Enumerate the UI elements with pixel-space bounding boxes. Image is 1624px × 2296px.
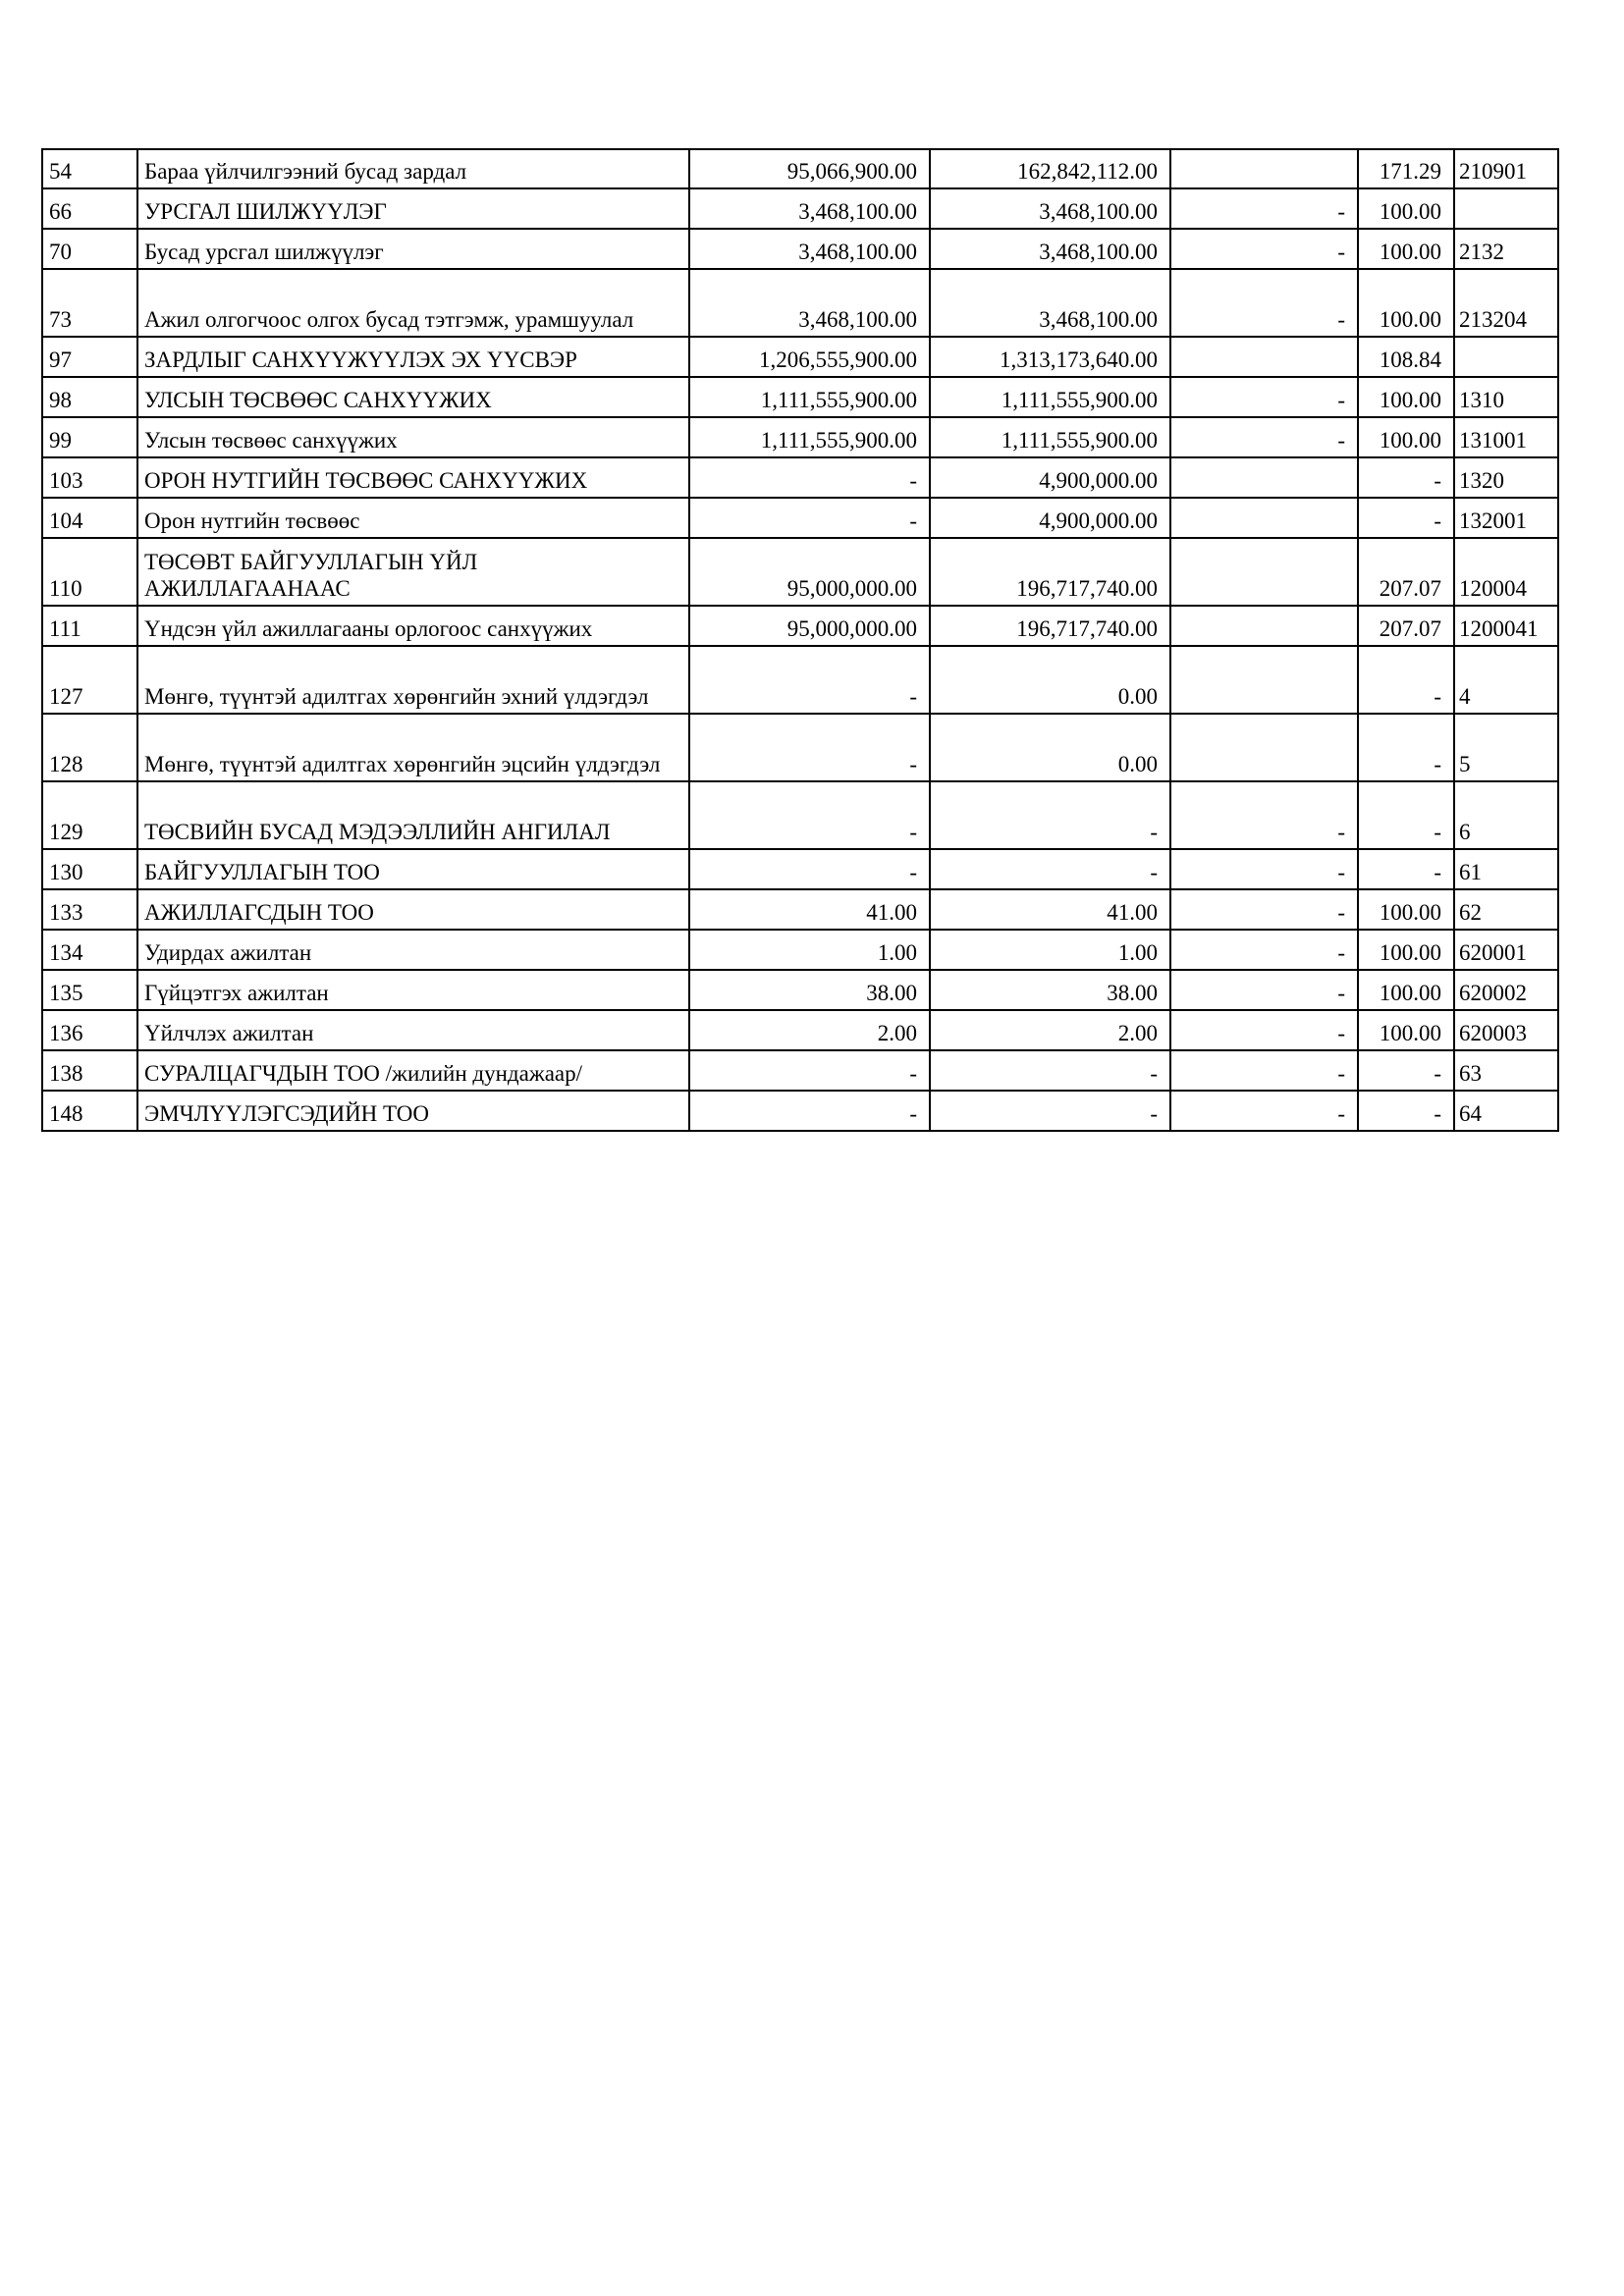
difference-cell: - <box>1170 849 1358 889</box>
table-row <box>42 188 1558 229</box>
actual-amount-cell: 1,111,555,900.00 <box>930 417 1170 457</box>
item-name-cell: ТӨСВИЙН БУСАД МЭДЭЭЛЛИЙН АНГИЛАЛ <box>137 781 689 849</box>
table-row <box>42 781 1558 849</box>
table-row <box>42 606 1558 646</box>
difference-cell <box>1170 646 1358 714</box>
table-row <box>42 889 1558 930</box>
difference-cell: - <box>1170 781 1358 849</box>
item-name-cell: БАЙГУУЛЛАГЫН ТОО <box>137 849 689 889</box>
item-name-cell: Ажил олгогчоос олгох бусад тэтгэмж, урамшуулал <box>137 269 689 337</box>
percent-cell: - <box>1358 1091 1454 1131</box>
row-number-cell: 98 <box>42 377 137 417</box>
table-row <box>42 930 1558 970</box>
actual-amount-cell: 38.00 <box>930 970 1170 1010</box>
percent-cell: 100.00 <box>1358 970 1454 1010</box>
classification-code-cell: 64 <box>1454 1091 1558 1131</box>
item-name-cell: ОРОН НУТГИЙН ТӨСВӨӨС САНХҮҮЖИХ <box>137 457 689 498</box>
classification-code-cell: 1200041 <box>1454 606 1558 646</box>
table-row <box>42 849 1558 889</box>
table-row <box>42 646 1558 714</box>
row-number-cell: 133 <box>42 889 137 930</box>
actual-amount-cell: - <box>930 849 1170 889</box>
actual-amount-cell: 1,111,555,900.00 <box>930 377 1170 417</box>
item-name-cell: Улсын төсвөөс санхүүжих <box>137 417 689 457</box>
row-number-cell: 127 <box>42 646 137 714</box>
classification-code-cell: 63 <box>1454 1050 1558 1091</box>
classification-code-cell: 1320 <box>1454 457 1558 498</box>
percent-cell: - <box>1358 714 1454 781</box>
difference-cell <box>1170 714 1358 781</box>
difference-cell: - <box>1170 970 1358 1010</box>
plan-amount-cell: 1.00 <box>689 930 930 970</box>
classification-code-cell: 620001 <box>1454 930 1558 970</box>
percent-cell: 171.29 <box>1358 149 1454 188</box>
difference-cell <box>1170 498 1358 538</box>
plan-amount-cell: 2.00 <box>689 1010 930 1050</box>
difference-cell: - <box>1170 188 1358 229</box>
percent-cell: 207.07 <box>1358 606 1454 646</box>
table-row <box>42 457 1558 498</box>
table-row <box>42 337 1558 377</box>
classification-code-cell: 2132 <box>1454 229 1558 269</box>
table-row <box>42 1050 1558 1091</box>
table-row <box>42 269 1558 337</box>
row-number-cell: 54 <box>42 149 137 188</box>
item-name-cell: УЛСЫН ТӨСВӨӨС САНХҮҮЖИХ <box>137 377 689 417</box>
actual-amount-cell: 0.00 <box>930 646 1170 714</box>
actual-amount-cell: - <box>930 1091 1170 1131</box>
percent-cell: 100.00 <box>1358 1010 1454 1050</box>
row-number-cell: 99 <box>42 417 137 457</box>
actual-amount-cell: 3,468,100.00 <box>930 229 1170 269</box>
row-number-cell: 129 <box>42 781 137 849</box>
actual-amount-cell: - <box>930 781 1170 849</box>
table-row <box>42 417 1558 457</box>
item-name-cell: ТӨСӨВТ БАЙГУУЛЛАГЫН ҮЙЛ АЖИЛЛАГААНААС <box>137 538 689 606</box>
difference-cell <box>1170 538 1358 606</box>
actual-amount-cell: 196,717,740.00 <box>930 538 1170 606</box>
plan-amount-cell: - <box>689 714 930 781</box>
item-name-cell: УРСГАЛ ШИЛЖҮҮЛЭГ <box>137 188 689 229</box>
item-name-cell: АЖИЛЛАГСДЫН ТОО <box>137 889 689 930</box>
plan-amount-cell: - <box>689 498 930 538</box>
table-row <box>42 1010 1558 1050</box>
row-number-cell: 103 <box>42 457 137 498</box>
row-number-cell: 110 <box>42 538 137 606</box>
percent-cell: - <box>1358 646 1454 714</box>
percent-cell: 108.84 <box>1358 337 1454 377</box>
classification-code-cell: 4 <box>1454 646 1558 714</box>
plan-amount-cell: 1,206,555,900.00 <box>689 337 930 377</box>
difference-cell <box>1170 606 1358 646</box>
row-number-cell: 104 <box>42 498 137 538</box>
percent-cell: - <box>1358 781 1454 849</box>
actual-amount-cell: 4,900,000.00 <box>930 457 1170 498</box>
classification-code-cell: 62 <box>1454 889 1558 930</box>
row-number-cell: 128 <box>42 714 137 781</box>
difference-cell <box>1170 457 1358 498</box>
difference-cell: - <box>1170 229 1358 269</box>
percent-cell: - <box>1358 849 1454 889</box>
actual-amount-cell: - <box>930 1050 1170 1091</box>
table-row <box>42 149 1558 188</box>
table-row <box>42 1091 1558 1131</box>
difference-cell: - <box>1170 1091 1358 1131</box>
classification-code-cell <box>1454 337 1558 377</box>
percent-cell: 100.00 <box>1358 269 1454 337</box>
plan-amount-cell: - <box>689 849 930 889</box>
difference-cell: - <box>1170 377 1358 417</box>
actual-amount-cell: 196,717,740.00 <box>930 606 1170 646</box>
classification-code-cell: 620003 <box>1454 1010 1558 1050</box>
row-number-cell: 136 <box>42 1010 137 1050</box>
percent-cell: - <box>1358 498 1454 538</box>
row-number-cell: 135 <box>42 970 137 1010</box>
row-number-cell: 111 <box>42 606 137 646</box>
row-number-cell: 97 <box>42 337 137 377</box>
row-number-cell: 66 <box>42 188 137 229</box>
classification-code-cell: 131001 <box>1454 417 1558 457</box>
percent-cell: - <box>1358 457 1454 498</box>
difference-cell: - <box>1170 889 1358 930</box>
difference-cell <box>1170 149 1358 188</box>
plan-amount-cell: 1,111,555,900.00 <box>689 417 930 457</box>
percent-cell: 100.00 <box>1358 417 1454 457</box>
row-number-cell: 134 <box>42 930 137 970</box>
item-name-cell: Орон нутгийн төсвөөс <box>137 498 689 538</box>
plan-amount-cell: 95,000,000.00 <box>689 538 930 606</box>
plan-amount-cell: 3,468,100.00 <box>689 229 930 269</box>
budget-table-body <box>42 149 1558 1131</box>
percent-cell: 100.00 <box>1358 229 1454 269</box>
plan-amount-cell: 3,468,100.00 <box>689 188 930 229</box>
row-number-cell: 148 <box>42 1091 137 1131</box>
classification-code-cell: 6 <box>1454 781 1558 849</box>
classification-code-cell: 61 <box>1454 849 1558 889</box>
item-name-cell: Үйлчлэх ажилтан <box>137 1010 689 1050</box>
percent-cell: 100.00 <box>1358 930 1454 970</box>
item-name-cell: Бараа үйлчилгээний бусад зардал <box>137 149 689 188</box>
item-name-cell: ЗАРДЛЫГ САНХҮҮЖҮҮЛЭХ ЭХ ҮҮСВЭР <box>137 337 689 377</box>
item-name-cell: Үндсэн үйл ажиллагааны орлогоос санхүүжих <box>137 606 689 646</box>
budget-table <box>41 148 1559 1132</box>
row-number-cell: 138 <box>42 1050 137 1091</box>
plan-amount-cell: 1,111,555,900.00 <box>689 377 930 417</box>
classification-code-cell: 132001 <box>1454 498 1558 538</box>
difference-cell: - <box>1170 1050 1358 1091</box>
item-name-cell: Мөнгө, түүнтэй адилтгах хөрөнгийн эцсийн үлдэгдэл <box>137 714 689 781</box>
actual-amount-cell: 1.00 <box>930 930 1170 970</box>
table-row <box>42 377 1558 417</box>
percent-cell: 100.00 <box>1358 889 1454 930</box>
percent-cell: 100.00 <box>1358 377 1454 417</box>
percent-cell: 207.07 <box>1358 538 1454 606</box>
table-row <box>42 229 1558 269</box>
plan-amount-cell: - <box>689 646 930 714</box>
actual-amount-cell: 3,468,100.00 <box>930 188 1170 229</box>
item-name-cell: Мөнгө, түүнтэй адилтгах хөрөнгийн эхний үлдэгдэл <box>137 646 689 714</box>
row-number-cell: 70 <box>42 229 137 269</box>
table-row <box>42 714 1558 781</box>
actual-amount-cell: 162,842,112.00 <box>930 149 1170 188</box>
row-number-cell: 130 <box>42 849 137 889</box>
classification-code-cell: 620002 <box>1454 970 1558 1010</box>
difference-cell <box>1170 337 1358 377</box>
plan-amount-cell: 41.00 <box>689 889 930 930</box>
actual-amount-cell: 41.00 <box>930 889 1170 930</box>
classification-code-cell: 120004 <box>1454 538 1558 606</box>
classification-code-cell: 210901 <box>1454 149 1558 188</box>
table-row <box>42 970 1558 1010</box>
plan-amount-cell: 38.00 <box>689 970 930 1010</box>
plan-amount-cell: - <box>689 1091 930 1131</box>
classification-code-cell: 5 <box>1454 714 1558 781</box>
actual-amount-cell: 3,468,100.00 <box>930 269 1170 337</box>
plan-amount-cell: - <box>689 1050 930 1091</box>
plan-amount-cell: 95,066,900.00 <box>689 149 930 188</box>
item-name-cell: Гүйцэтгэх ажилтан <box>137 970 689 1010</box>
plan-amount-cell: 95,000,000.00 <box>689 606 930 646</box>
item-name-cell: ЭМЧЛҮҮЛЭГСЭДИЙН ТОО <box>137 1091 689 1131</box>
actual-amount-cell: 2.00 <box>930 1010 1170 1050</box>
row-number-cell: 73 <box>42 269 137 337</box>
item-name-cell: СУРАЛЦАГЧДЫН ТОО /жилийн дундажаар/ <box>137 1050 689 1091</box>
item-name-cell: Бусад урсгал шилжүүлэг <box>137 229 689 269</box>
classification-code-cell: 213204 <box>1454 269 1558 337</box>
classification-code-cell: 1310 <box>1454 377 1558 417</box>
actual-amount-cell: 1,313,173,640.00 <box>930 337 1170 377</box>
table-row <box>42 498 1558 538</box>
classification-code-cell <box>1454 188 1558 229</box>
item-name-cell: Удирдах ажилтан <box>137 930 689 970</box>
plan-amount-cell: - <box>689 781 930 849</box>
difference-cell: - <box>1170 269 1358 337</box>
percent-cell: - <box>1358 1050 1454 1091</box>
percent-cell: 100.00 <box>1358 188 1454 229</box>
plan-amount-cell: - <box>689 457 930 498</box>
actual-amount-cell: 0.00 <box>930 714 1170 781</box>
difference-cell: - <box>1170 1010 1358 1050</box>
difference-cell: - <box>1170 417 1358 457</box>
plan-amount-cell: 3,468,100.00 <box>689 269 930 337</box>
difference-cell: - <box>1170 930 1358 970</box>
actual-amount-cell: 4,900,000.00 <box>930 498 1170 538</box>
table-row <box>42 538 1558 606</box>
